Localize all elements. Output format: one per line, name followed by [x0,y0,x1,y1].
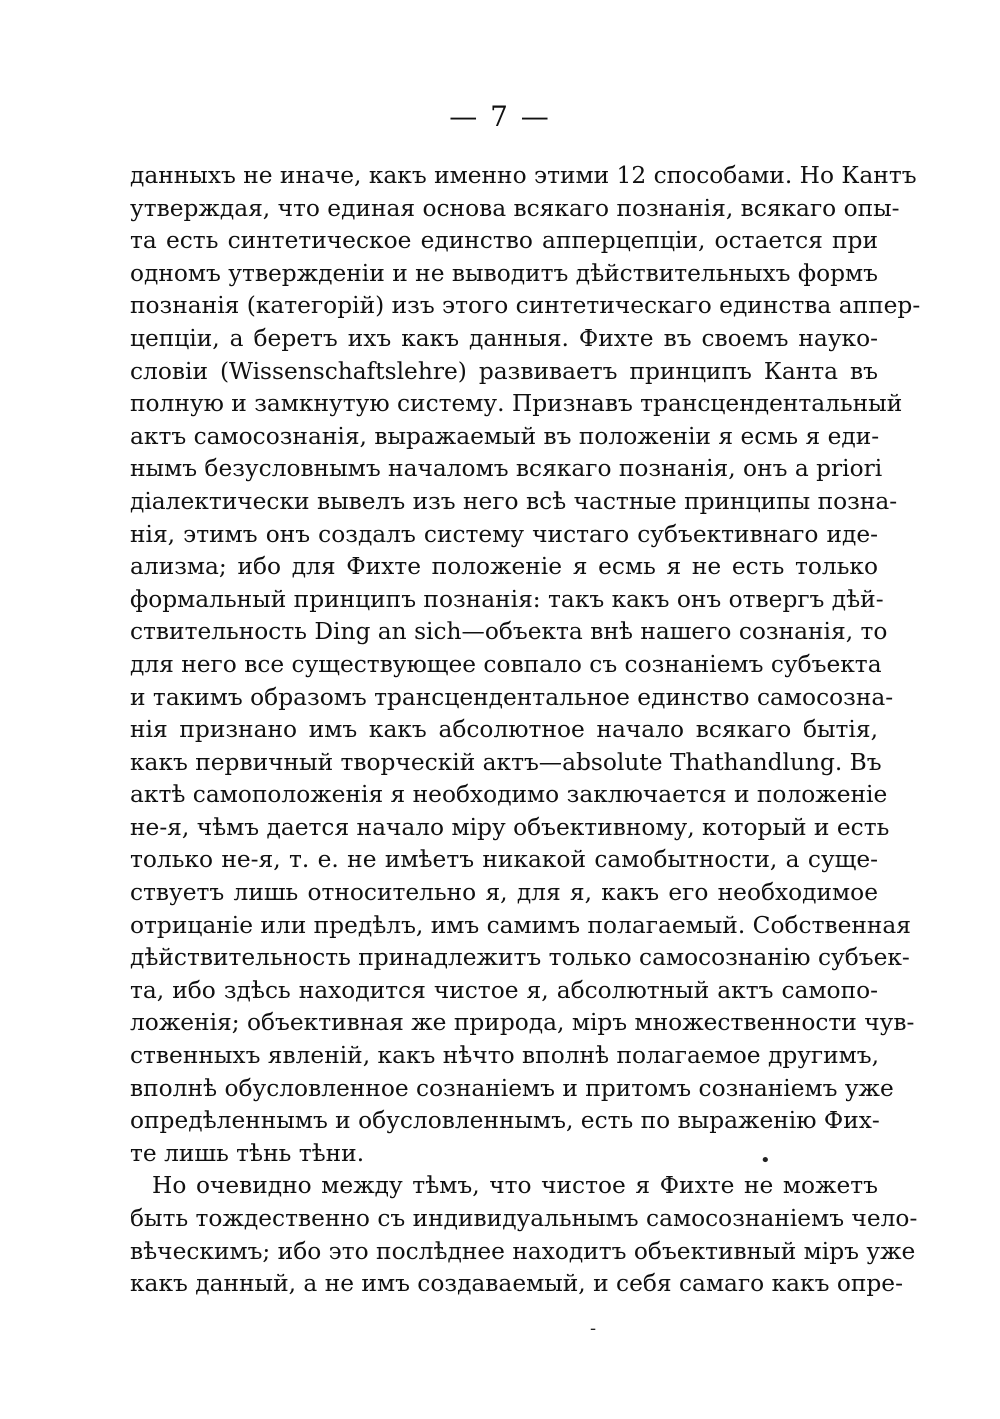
text-line: ственныхъ явленій, какъ нѣчто вполнѣ полагаемое другимъ, [130,1042,880,1070]
text-line: и такимъ образомъ трансцендентальное единство самосозна- [130,683,894,711]
text-line: только не-я, т. е. не имѣетъ никакой самобытности, а суще- [130,846,878,874]
page-number: — 7 — [449,100,551,133]
text-line: вѣческимъ; ибо это послѣднее находитъ объективный міръ уже [130,1237,916,1265]
body-text [130,160,921,1301]
text-line: та есть синтетическое единство апперцепціи, остается при [130,227,878,255]
text-line: актъ самосознанія, выражаемый въ положеніи я есмь я еди- [130,422,880,450]
text-line: вполнѣ обусловленное сознаніемъ и притомъ сознаніемъ уже [130,1074,894,1102]
text-line: словіи (Wissenschaftslehre) развиваетъ принципъ Канта въ [130,357,878,385]
text-line: формальный принципъ познанія: такъ какъ онъ отвергъ дѣй- [130,585,884,613]
text-line: дѣйствительность принадлежитъ только самосознанію субъек- [130,944,910,972]
text-line: не-я, чѣмъ дается начало міру объективному, который и есть [130,813,890,841]
text-line: діалектически вывелъ изъ него всѣ частные принципы позна- [130,487,898,515]
text-line: ствительность Ding an sich—объекта внѣ нашего сознанія, то [130,618,888,646]
text-line: ложенія; объективная же природа, міръ множественности чув- [130,1009,915,1037]
ink-speck-mark: - [590,1318,597,1339]
text-line: утверждая, что единая основа всякаго познанія, всякаго опы- [130,194,900,222]
text-line: актѣ самоположенія я необходимо заключается и положеніе [130,781,888,809]
text-line: одномъ утвержденіи и не выводитъ дѣйствительныхъ формъ [130,259,878,287]
text-line: цепціи, а беретъ ихъ какъ данныя. Фихте въ своемъ науко- [130,324,878,352]
text-line: нымъ безусловнымъ началомъ всякаго познанія, онъ a priori [130,455,883,483]
text-line: отрицаніе или предѣлъ, имъ самимъ полагаемый. Собственная [130,911,912,939]
ink-speck-mark: • [760,1150,771,1171]
text-line: нія, этимъ онъ создалъ систему чистаго субъективнаго иде- [130,520,878,548]
paragraph-start-line: Но очевидно между тѣмъ, что чистое я Фихте не можетъ [152,1172,878,1200]
text-line: для него все существующее совпало съ сознаніемъ субъекта [130,650,882,678]
text-line: полную и замкнутую систему. Признавъ трансцендентальный [130,390,903,418]
text-line: какъ первичный творческій актъ—absolute Thathandlung. Въ [130,748,882,776]
text-line: познанія (категорій) изъ этого синтетическаго единства аппер- [130,292,921,320]
text-line: быть тождественно съ индивидуальнымъ самосознаніемъ чело- [130,1205,918,1232]
paragraph-end-line: те лишь тѣнь тѣни. [130,1139,365,1167]
text-line: та, ибо здѣсь находится чистое я, абсолютный актъ самопо- [130,976,878,1004]
text-line: опредѣленнымъ и обусловленнымъ, есть по выраженію Фих- [130,1107,880,1135]
text-line: нія признано имъ какъ абсолютное начало всякаго бытія, [130,716,878,744]
text-line: данныхъ не иначе, какъ именно этими 12 способами. Но Кантъ [130,162,917,189]
text-line: ализма; ибо для Фихте положеніе я есмь я не есть только [130,553,878,581]
text-line: какъ данный, а не имъ создаваемый, и себя самаго какъ опре- [130,1270,903,1298]
text-line: ствуетъ лишь относительно я, для я, какъ его необходимое [130,879,878,907]
